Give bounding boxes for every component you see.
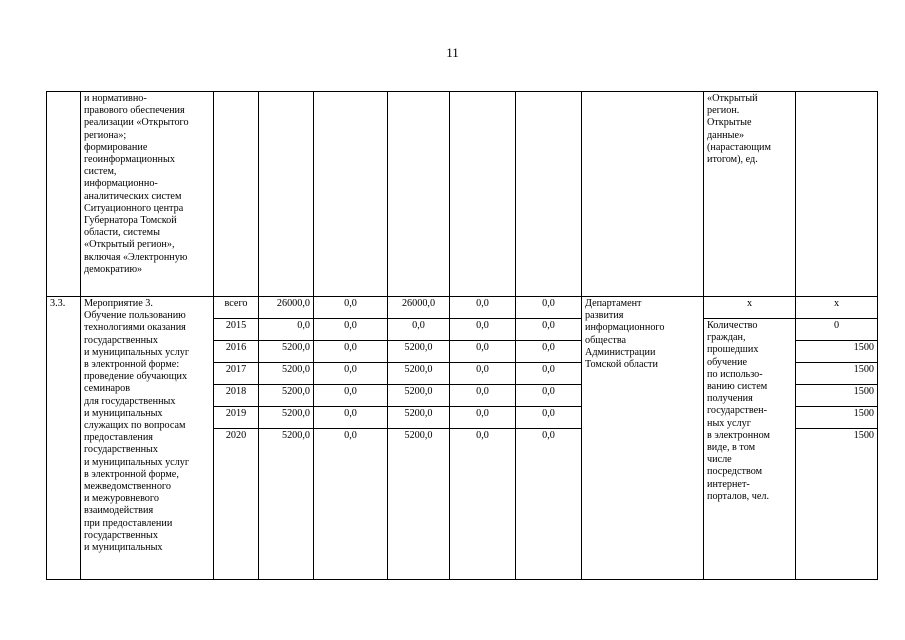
cell-number: 3.3.: [47, 297, 81, 580]
cell-measure-name: и нормативно- правового обеспечения реализации «Открытого региона»; формирование геоинформационных систем, информационно- аналитических систем Ситуационного центра Губернатора Томской области, системы «Открытый регион», включая «Электронную демократию»: [81, 92, 214, 297]
cell-total: 5200,0: [259, 341, 314, 363]
cell-other: [516, 92, 582, 297]
cell-year: 2015: [214, 319, 259, 341]
cell-federal: 0,0: [314, 341, 388, 363]
cell-total: 5200,0: [259, 429, 314, 580]
cell-local: 0,0: [450, 297, 516, 319]
cell-value: x: [796, 297, 878, 319]
cell-regional: 5200,0: [388, 341, 450, 363]
cell-total: 5200,0: [259, 385, 314, 407]
table-row: [47, 297, 878, 319]
cell-regional: [388, 92, 450, 297]
cell-year: [214, 92, 259, 297]
cell-federal: [314, 92, 388, 297]
program-table: [46, 91, 878, 580]
cell-total: 0,0: [259, 319, 314, 341]
cell-other: 0,0: [516, 429, 582, 580]
cell-local: 0,0: [450, 363, 516, 385]
cell-local: 0,0: [450, 319, 516, 341]
cell-local: 0,0: [450, 385, 516, 407]
cell-regional: 0,0: [388, 319, 450, 341]
cell-value: 1500: [796, 385, 878, 407]
page-number: 11: [446, 45, 459, 60]
cell-value: 1500: [796, 407, 878, 429]
cell-value: 0: [796, 319, 878, 341]
cell-other: 0,0: [516, 385, 582, 407]
cell-other: 0,0: [516, 319, 582, 341]
cell-federal: 0,0: [314, 363, 388, 385]
cell-regional: 5200,0: [388, 385, 450, 407]
cell-year: 2017: [214, 363, 259, 385]
cell-regional: 5200,0: [388, 429, 450, 580]
cell-local: [450, 92, 516, 297]
cell-local: 0,0: [450, 407, 516, 429]
cell-federal: 0,0: [314, 297, 388, 319]
cell-other: 0,0: [516, 407, 582, 429]
cell-total: 5200,0: [259, 363, 314, 385]
cell-local: 0,0: [450, 341, 516, 363]
cell-indicator: «Открытый регион. Открытые данные» (нарастающим итогом), ед.: [704, 92, 796, 297]
cell-regional: 5200,0: [388, 407, 450, 429]
cell-executor: [582, 92, 704, 297]
cell-year: 2016: [214, 341, 259, 363]
cell-value: 1500: [796, 341, 878, 363]
table-row-continued: [47, 92, 878, 297]
cell-total: 5200,0: [259, 407, 314, 429]
cell-executor: Департамент развития информационного общества Администрации Томской области: [582, 297, 704, 580]
cell-regional: 5200,0: [388, 363, 450, 385]
cell-value: [796, 92, 878, 297]
cell-federal: 0,0: [314, 319, 388, 341]
cell-federal: 0,0: [314, 385, 388, 407]
cell-indicator: x: [704, 297, 796, 319]
cell-value: 1500: [796, 429, 878, 580]
cell-federal: 0,0: [314, 407, 388, 429]
cell-total: 26000,0: [259, 297, 314, 319]
cell-year: всего: [214, 297, 259, 319]
cell-year: 2018: [214, 385, 259, 407]
cell-number: [47, 92, 81, 297]
cell-local: 0,0: [450, 429, 516, 580]
cell-other: 0,0: [516, 363, 582, 385]
cell-regional: 26000,0: [388, 297, 450, 319]
cell-other: 0,0: [516, 297, 582, 319]
cell-year: 2019: [214, 407, 259, 429]
cell-indicator: Количество граждан, прошедших обучение по использо- ванию систем получения государствен- ных услуг в электронном виде, в том числе посредством интернет- порталов, чел.: [704, 319, 796, 580]
cell-measure-name: Мероприятие 3. Обучение пользованию технологиями оказания государственных и муниципальных услуг в электронной форме: проведение обучающих семинаров для государственных и муниципальных служащих по вопросам предоставления государственных и муниципальных услуг в электронной форме, межведомственного и межуровневого взаимодействия при предоставлении государственных и муниципальных: [81, 297, 214, 580]
cell-total: [259, 92, 314, 297]
cell-value: 1500: [796, 363, 878, 385]
cell-other: 0,0: [516, 341, 582, 363]
cell-federal: 0,0: [314, 429, 388, 580]
cell-year: 2020: [214, 429, 259, 580]
